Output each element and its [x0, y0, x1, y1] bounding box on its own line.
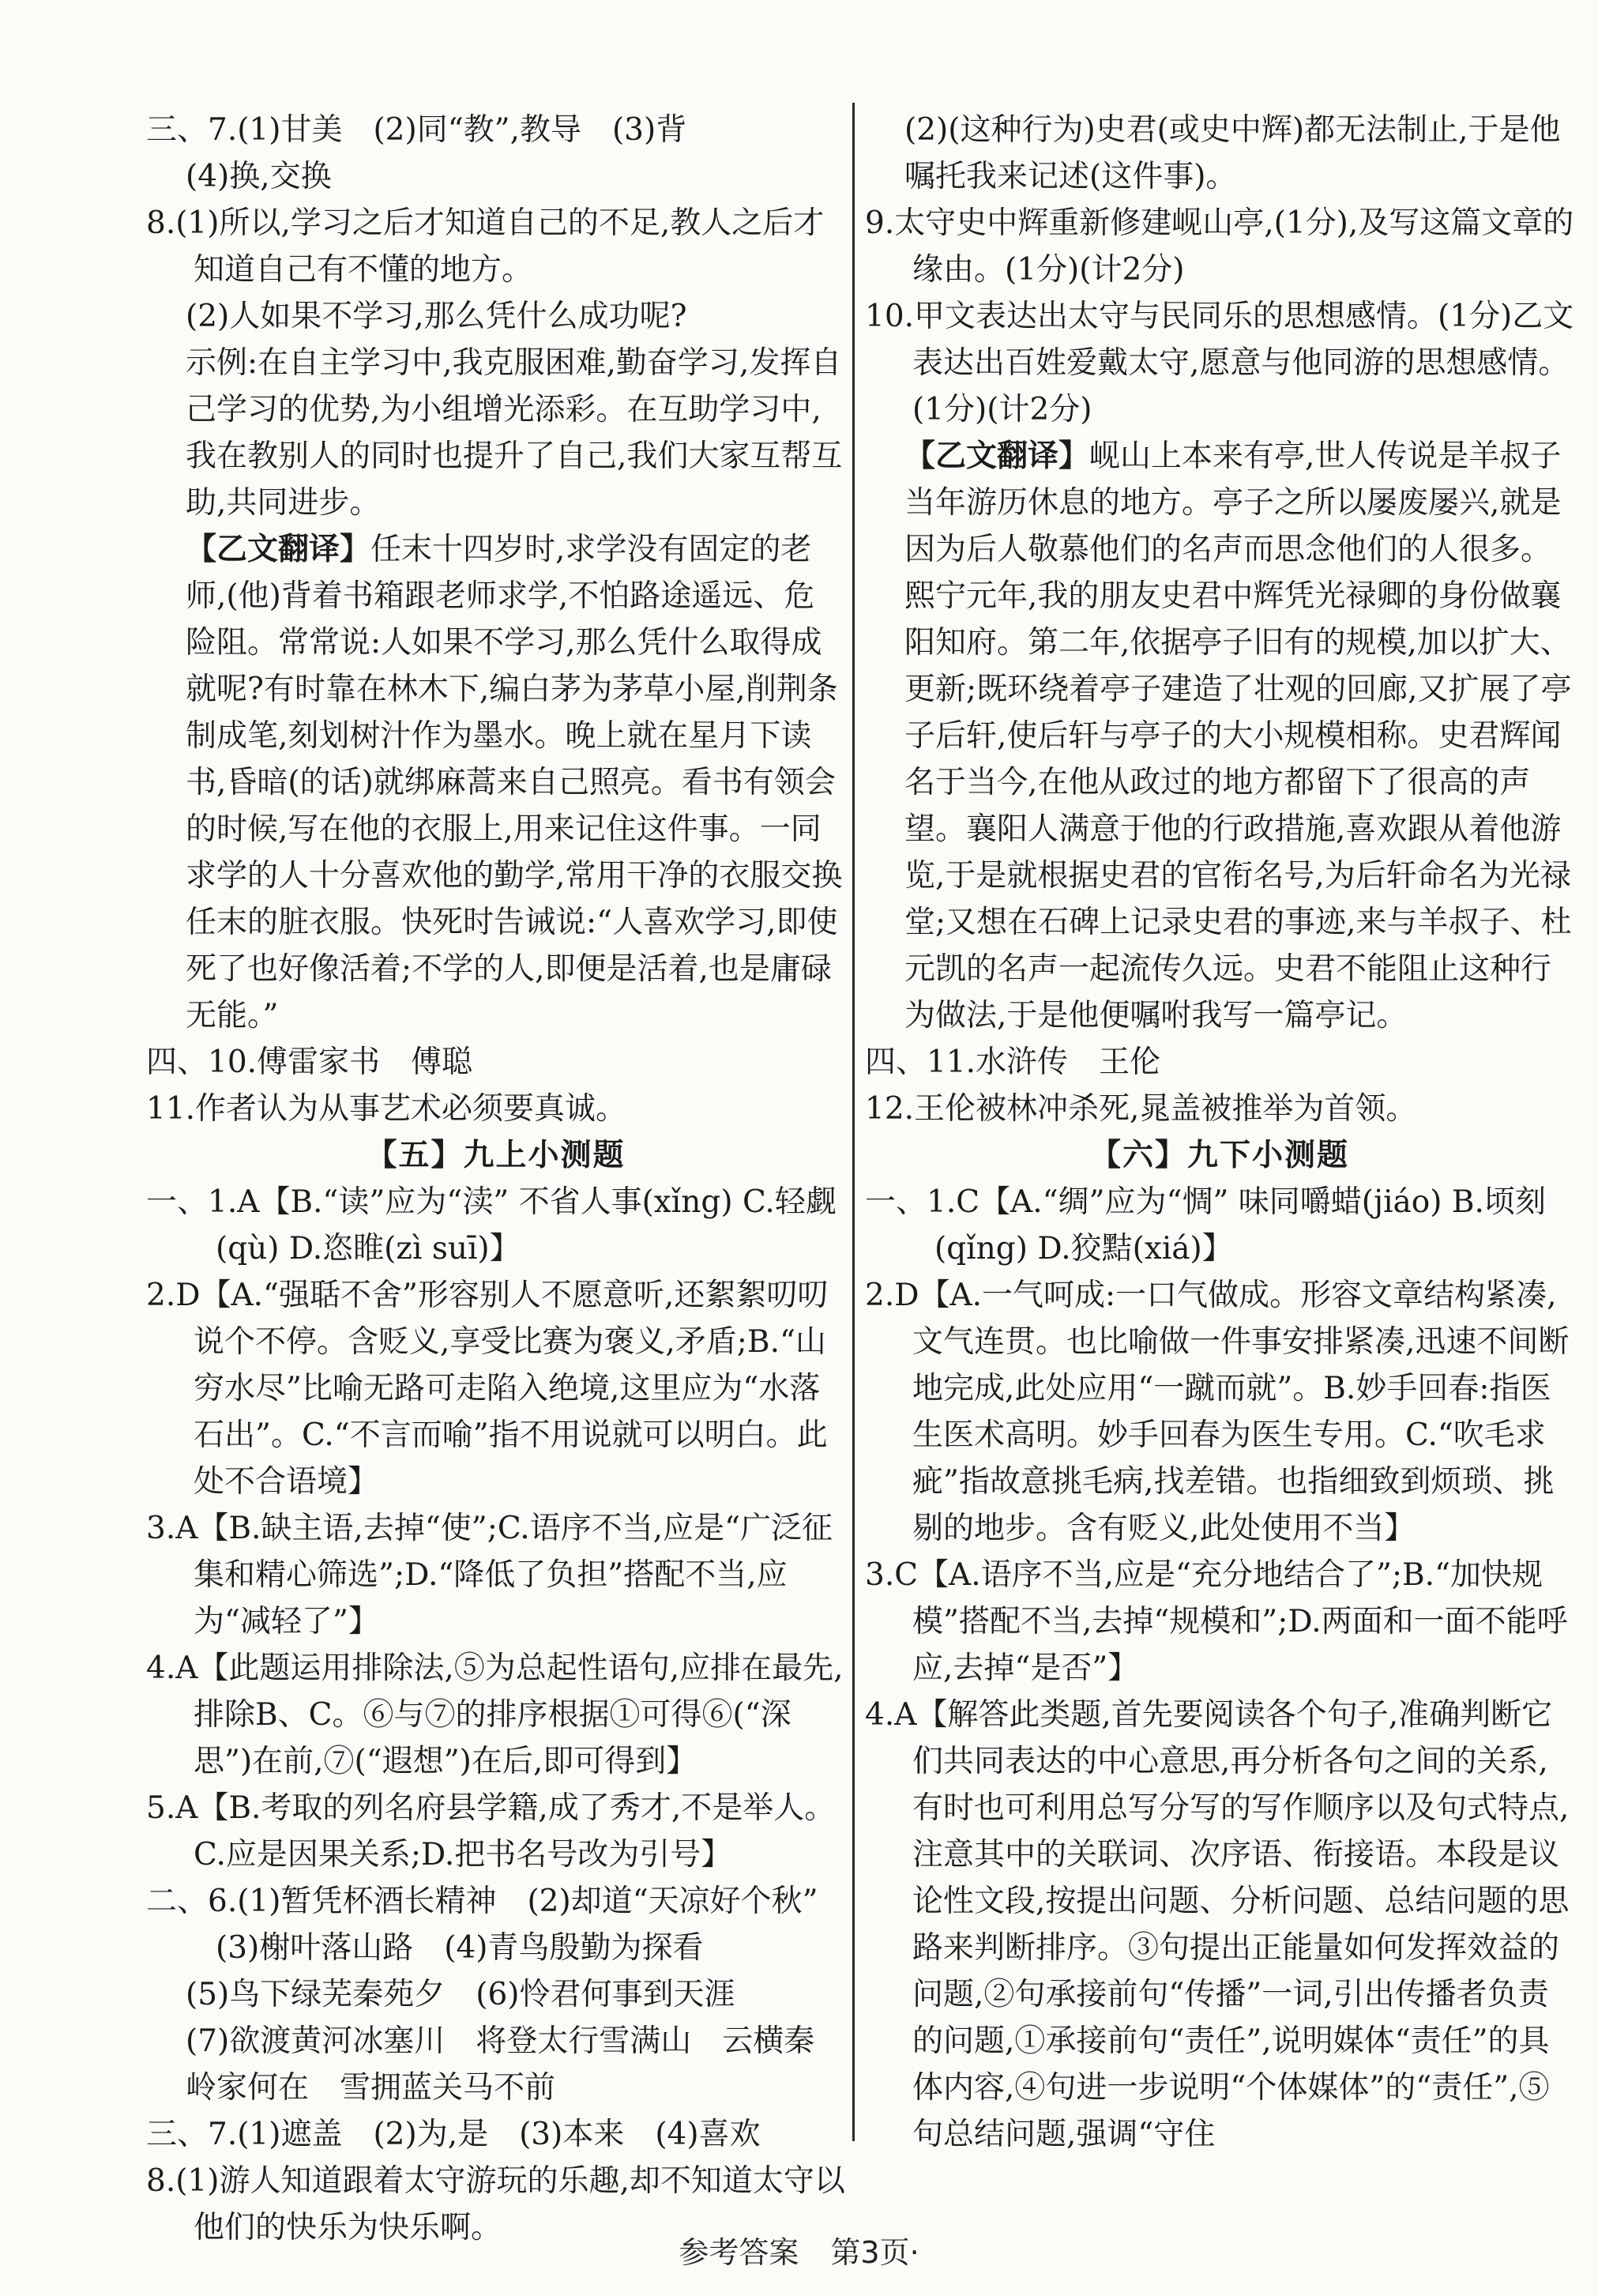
answer-line: 9.太守史中辉重新修建岘山亭,(1分),及写这篇文章的缘由。(1分)(计2分) — [865, 205, 1574, 288]
answer-line: 4.A【解答此类题,首先要阅读各个句子,准确判断它们共同表达的中心意思,再分析各句之间的关系,有时也可利用总写分写的写作顺序以及句式特点,注意其中的关联词、次序语、衔接语。本段是议论性文段,按提出问题、分析问题、总结问题的思路来判断排序。③句提出正能量如何发挥效益的问题,②句承接前句“传播”一词,引出传播者负责的问题,①承接前句“责任”,说明媒体“责任”的具体内容,④句进一步说明“个体媒体”的“责任”,⑤句总结问题,强调“守住 — [865, 1697, 1570, 2152]
answer-line: 二、6.(1)暂凭杯酒长精神 (2)却道“天凉好个秋” (3)榭叶落山路 (4)青鸟殷勤为探看 — [146, 1884, 849, 1966]
answer-line: 10.甲文表达出太守与民同乐的思想感情。(1分)乙文表达出百姓爱戴太守,愿意与他同游的思想感情。(1分)(计2分) — [865, 299, 1574, 427]
translation-text: 任末十四岁时,求学没有固定的老师,(他)背着书箱跟老师求学,不怕路途遥远、危险阻。常常说:人如果不学习,那么凭什么取得成就呢?有时靠在林木下,编白茅为茅草小屋,削荆条制成笔,刻划树汁作为墨水。晚上就在星月下读书,昏暗(的话)就绑麻蒿来自己照亮。看书有领会的时候,写在他的衣服上,用来记住这件事。一同求学的人十分喜欢他的勤学,常用干净的衣服交换任末的脏衣服。快死时告诫说:“人喜欢学习,即使死了也好像活着;不学的人,即便是活着,也是庸碌无能。” — [186, 532, 843, 1033]
answer-line: 四、11.水浒传 王伦 — [865, 1044, 1161, 1080]
answer-line: 8.(1)所以,学习之后才知道自己的不足,教人之后才知道自己有不懂的地方。 — [146, 205, 825, 288]
footer-page-number: 第3页· — [830, 2235, 919, 2270]
section-heading: 【五】九上小测题 — [366, 1138, 626, 1173]
answer-line: 5.A【B.考取的列名府县学籍,成了秀才,不是举人。C.应是因果关系;D.把书名号改为引号】 — [146, 1790, 836, 1873]
answer-line: 三、7.(1)遮盖 (2)为,是 (3)本来 (4)喜欢 — [146, 2117, 761, 2152]
answer-line: 四、10.傅雷家书 傅聪 — [146, 1044, 473, 1080]
answer-line: 3.C【A.语序不当,应是“充分地结合了”;B.“加快规模”搭配不当,去掉“规模和”;D.两面和一面不能呼应,去掉“是否”】 — [865, 1557, 1568, 1686]
answer-line: 三、7.(1)甘美 (2)同“教”,教导 (3)背 — [146, 112, 687, 148]
answer-line: 3.A【B.缺主语,去掉“使”;C.语序不当,应是“广泛征集和精心筛选”;D.“降低了负担”搭配不当,应为“减轻了”】 — [146, 1511, 833, 1639]
answer-line: 一、1.C【A.“绸”应为“惆” 味同嚼蜡(jiáo) B.顷刻(qǐng) D.狡黠(xiá)】 — [865, 1184, 1546, 1267]
translation-label: 【乙文翻译】 — [186, 532, 371, 567]
answer-line: (4)换,交换 — [186, 159, 332, 194]
translation-text: 岘山上本来有亭,世人传说是羊叔子当年游历休息的地方。亭子之所以屡废屡兴,就是因为后人敬慕他们的名声而思念他们的人很多。熙宁元年,我的朋友史君中辉凭光禄卿的身份做襄阳知府。第二年,依据亭子旧有的规模,加以扩大、更新;既环绕着亭子建造了壮观的回廊,又扩展了亭子后轩,使后轩与亭子的大小规模相称。史君辉闻名于当今,在他从政过的地方都留下了很高的声望。襄阳人满意于他的行政措施,喜欢跟从着他游览,于是就根据史君的官衔名号,为后轩命名为光禄堂;又想在石碑上记录史君的事迹,来与羊叔子、杜元凯的名声一起流传久远。史君不能阻止这种行为做法,于是他便嘱咐我写一篇亭记。 — [904, 438, 1572, 1033]
answer-line: (2)人如果不学习,那么凭什么成功呢? — [186, 299, 687, 334]
section-heading: 【六】九下小测题 — [1089, 1138, 1349, 1173]
page-footer — [0, 2228, 1598, 2272]
translation-paragraph — [146, 526, 845, 1039]
answer-line: 12.王伦被林冲杀死,晁盖被推举为首领。 — [865, 1091, 1417, 1127]
column-divider — [852, 103, 855, 2141]
answer-line: (5)鸟下绿芜秦苑夕 (6)怜君何事到天涯 — [186, 1977, 735, 2012]
translation-label: 【乙文翻译】 — [904, 438, 1090, 474]
answer-line: (2)(这种行为)史君(或史中辉)都无法制止,于是他嘱托我来记述(这件事)。 — [904, 112, 1561, 194]
answer-line: 示例:在自主学习中,我克服困难,勤奋学习,发挥自己学习的优势,为小组增光添彩。在互助学习中,我在教别人的同时也提升了自己,我们大家互帮互助,共同进步。 — [186, 345, 843, 521]
answer-line: 8.(1)游人知道跟着太守游玩的乐趣,却不知道太守以他们的快乐为快乐啊。 — [146, 2163, 845, 2245]
answer-line: 2.D【A.一气呵成:一口气做成。形容文章结构紧凑,文气连贯。也比喻做一件事安排紧凑,迅速不间断地完成,此处应用“一蹴而就”。B.妙手回春:指医生医术高明。妙手回春为医生专用。C.“吹毛求疵”指故意挑毛病,找差错。也指细致到烦琐、挑剔的地步。含有贬义,此处使用不当】 — [865, 1278, 1570, 1546]
footer-label: 参考答案 — [679, 2235, 799, 2270]
answer-line: 一、1.A【B.“读”应为“渎” 不省人事(xǐng) C.轻觑(qù) D.恣睢(zì suī)】 — [146, 1184, 837, 1267]
answer-line: 2.D【A.“强聒不舍”形容别人不愿意听,还絮絮叨叨说个不停。含贬义,享受比赛为褒义,矛盾;B.“山穷水尽”比喻无路可走陷入绝境,这里应为“水落石出”。C.“不言而喻”指不用说就可以明白。此处不合语境】 — [146, 1278, 829, 1500]
right-column — [865, 107, 1574, 2158]
left-column — [146, 107, 849, 2251]
answer-line: (7)欲渡黄河冰塞川 将登太行雪满山 云横秦岭家何在 雪拥蓝关马不前 — [186, 2023, 815, 2106]
answer-line: 11.作者认为从事艺术必须要真诚。 — [146, 1091, 627, 1127]
answer-line: 4.A【此题运用排除法,⑤为总起性语句,应排在最先,排除B、C。⑥与⑦的排序根据①可得⑥(“深思”)在前,⑦(“遐想”)在后,即可得到】 — [146, 1650, 844, 1779]
translation-paragraph — [865, 433, 1574, 1039]
